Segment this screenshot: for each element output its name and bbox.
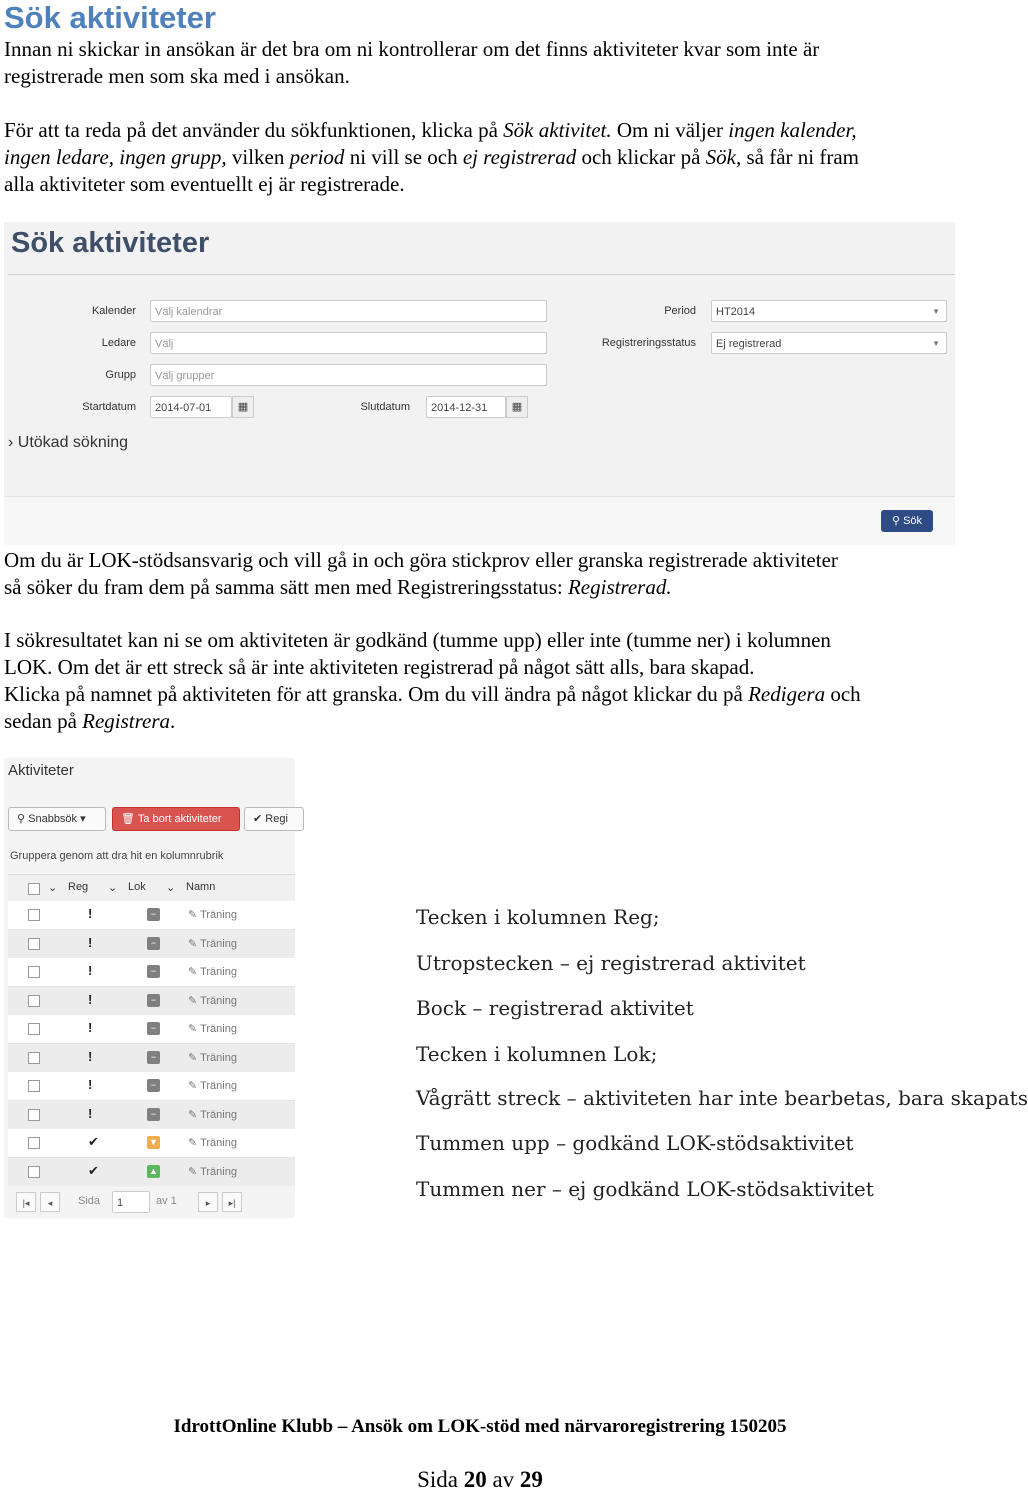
legend-line: Tecken i kolumnen Reg; — [416, 905, 660, 929]
chevron-down-icon[interactable]: ⌄ — [48, 882, 58, 894]
para3-line-2: så söker du fram dem på samma sätt men med Registreringsstatus: Registrerad. — [4, 575, 672, 599]
search-form-screenshot — [4, 222, 955, 544]
table-row[interactable] — [8, 930, 295, 959]
row-checkbox[interactable] — [28, 938, 40, 950]
reg-status-icon: ! — [88, 963, 93, 978]
para3-line-1: Om du är LOK-stödsansvarig och vill gå in och göra stickprov eller granska registrerade aktiviteter — [4, 548, 838, 572]
grupp-input[interactable]: Välj grupper — [150, 364, 547, 386]
activity-name-link[interactable]: ✎ Träning — [188, 966, 237, 978]
reg-status-icon: ! — [88, 1020, 93, 1035]
action-bar — [4, 496, 955, 545]
edit-icon: ✎ — [188, 966, 198, 978]
col-namn-header[interactable]: Namn — [186, 881, 216, 893]
edit-icon: ✎ — [188, 937, 198, 950]
edit-icon: ✎ — [188, 994, 198, 1007]
reg-status-icon: ! — [88, 1048, 93, 1064]
caret-down-icon: ▾ — [80, 813, 86, 825]
activity-name-link[interactable]: ✎ Träning — [188, 1165, 237, 1178]
table-row[interactable] — [8, 1129, 295, 1158]
slutdatum-input[interactable]: 2014-12-31 — [426, 396, 506, 418]
chevron-down-icon[interactable]: ⌄ — [108, 882, 118, 894]
legend-line: Bock – registrerad aktivitet — [416, 996, 694, 1020]
snabbsok-button[interactable]: ⚲ Snabbsök ▾ — [8, 807, 106, 831]
pager-total: av 1 — [156, 1195, 177, 1207]
trash-icon: 🗑 — [121, 813, 135, 825]
chevron-down-icon: ▼ — [932, 339, 940, 348]
activity-grid-screenshot — [4, 758, 295, 1218]
para4-line-1: I sökresultatet kan ni se om aktiviteten är godkänd (tumme upp) eller inte (tumme ner) i kolumnen — [4, 628, 831, 652]
edit-icon: ✎ — [188, 909, 198, 921]
lok-status-icon: − — [147, 965, 160, 978]
ledare-input[interactable]: Välj — [150, 332, 547, 354]
row-checkbox[interactable] — [28, 1137, 40, 1149]
registreringsstatus-label: Registreringsstatus — [601, 337, 696, 349]
edit-icon: ✎ — [188, 1051, 198, 1064]
pager — [8, 1186, 295, 1218]
activity-name-link[interactable]: ✎ Träning — [188, 994, 237, 1007]
reg-status-icon: ! — [88, 906, 93, 921]
grupp-label: Grupp — [105, 369, 136, 381]
table-row[interactable] — [8, 901, 295, 930]
edit-icon: ✎ — [188, 1108, 198, 1121]
edit-icon: ✎ — [188, 1080, 198, 1092]
para4-line-4: sedan på Registrera. — [4, 709, 176, 733]
period-label: Period — [664, 305, 696, 317]
advanced-search-toggle[interactable]: › Utökad sökning — [8, 434, 129, 451]
intro-paragraph-2-line-2: ingen ledare, ingen grupp, vilken period ni vill se och ej registrerad och klickar på Sök, så får ni fram — [4, 145, 860, 169]
row-checkbox[interactable] — [28, 995, 40, 1007]
chevron-down-icon: ▼ — [932, 307, 940, 316]
legend-line: Tummen upp – godkänd LOK-stödsaktivitet — [416, 1131, 854, 1155]
grid-title: Aktiviteter — [8, 762, 74, 779]
table-row[interactable] — [8, 1015, 295, 1044]
table-row[interactable] — [8, 1101, 295, 1130]
kalender-input[interactable]: Välj kalendrar — [150, 300, 547, 322]
row-checkbox[interactable] — [28, 966, 40, 978]
register-button[interactable]: ✔ Regi — [244, 807, 304, 831]
edit-icon: ✎ — [188, 1137, 198, 1149]
lok-status-icon: − — [147, 994, 160, 1007]
table-row[interactable] — [8, 958, 295, 987]
legend-line: Vågrätt streck – aktiviteten har inte bearbetas, bara skapats — [416, 1086, 1028, 1110]
select-all-checkbox[interactable] — [28, 883, 40, 895]
reg-status-icon: ! — [88, 1077, 93, 1092]
kalender-label: Kalender — [91, 305, 136, 317]
footer: IdrottOnline Klubb – Ansök om LOK-stöd med närvaroregistrering 150205 — [173, 1416, 787, 1437]
page-input[interactable]: 1 — [112, 1191, 150, 1213]
col-reg-header[interactable]: Reg — [68, 881, 89, 893]
intro-line-1: Innan ni skickar in ansökan är det bra om ni kontrollerar om det finns aktiviteter kvar som inte är — [4, 37, 820, 61]
period-select[interactable]: HT2014 ▼ — [711, 300, 947, 322]
search-icon: ⚲ — [891, 515, 901, 527]
legend-line: Tummen ner – ej godkänd LOK-stödsaktivitet — [416, 1177, 874, 1201]
chevron-down-icon[interactable]: ⌄ — [166, 882, 176, 894]
intro-paragraph-2-line-3: alla aktiviteter som eventuellt ej är registrerade. — [4, 172, 405, 196]
ledare-label: Ledare — [101, 337, 136, 349]
startdatum-input[interactable]: 2014-07-01 — [150, 396, 232, 418]
divider — [8, 274, 955, 275]
table-row[interactable] — [8, 1044, 295, 1073]
legend-line: Tecken i kolumnen Lok; — [416, 1042, 658, 1066]
activity-name-link[interactable]: ✎ Träning — [188, 1023, 237, 1035]
row-checkbox[interactable] — [28, 1052, 40, 1064]
para4-line-2: LOK. Om det är ett streck så är inte aktiviteten registrerad på något sätt alls, bara skapad. — [4, 655, 755, 679]
table-row[interactable] — [8, 987, 295, 1016]
reg-status-icon: ! — [88, 1105, 93, 1121]
grid-header — [8, 874, 295, 902]
search-button[interactable]: ⚲ Sök — [881, 510, 933, 532]
pager-label: Sida — [78, 1195, 101, 1207]
search-form-title: Sök aktiviteter — [11, 227, 210, 259]
next-page-icon[interactable]: ▸ — [198, 1192, 218, 1212]
lok-status-icon: − — [147, 1022, 160, 1035]
legend-line: Utropstecken – ej registrerad aktivitet — [416, 951, 806, 975]
page-heading: Sök aktiviteter — [4, 0, 216, 35]
row-checkbox[interactable] — [28, 909, 40, 921]
prev-page-icon[interactable]: ◂ — [40, 1192, 60, 1212]
edit-icon: ✎ — [188, 1023, 198, 1035]
last-page-icon[interactable]: ▸| — [222, 1192, 242, 1212]
lok-status-icon: − — [147, 1079, 160, 1092]
intro-line-2: registrerade men som ska med i ansökan. — [4, 64, 350, 88]
lok-status-icon: ▲ — [147, 1165, 160, 1178]
activity-name-link[interactable]: ✎ Träning — [188, 909, 237, 921]
table-row[interactable] — [8, 1072, 295, 1101]
reg-status-icon: ✔ — [88, 1134, 99, 1149]
activity-name-link[interactable]: ✎ Träning — [188, 1051, 237, 1064]
col-lok-header[interactable]: Lok — [128, 881, 146, 893]
lok-status-icon: ▼ — [147, 1136, 160, 1149]
group-hint: Gruppera genom att dra hit en kolumnrubrik — [10, 850, 224, 862]
para4-line-3: Klicka på namnet på aktiviteten för att granska. Om du vill ändra på något klickar du på Redigera och — [4, 682, 861, 706]
search-icon: ⚲ — [17, 813, 26, 825]
activity-name-link[interactable]: ✎ Träning — [188, 1080, 237, 1092]
lok-status-icon: − — [147, 1051, 160, 1064]
page-number: Sida 20 av 29 — [417, 1467, 543, 1492]
startdatum-label: Startdatum — [82, 401, 136, 413]
reg-status-icon: ✔ — [88, 1162, 99, 1178]
reg-status-icon: ! — [88, 934, 93, 950]
row-checkbox[interactable] — [28, 1023, 40, 1035]
reg-status-icon: ! — [88, 991, 93, 1007]
lok-status-icon: − — [147, 908, 160, 921]
edit-icon: ✎ — [188, 1165, 198, 1178]
calendar-icon[interactable]: ▦ — [232, 396, 254, 418]
table-row[interactable] — [8, 1158, 295, 1187]
activity-name-link[interactable]: ✎ Träning — [188, 1108, 237, 1121]
activity-name-link[interactable]: ✎ Träning — [188, 1137, 237, 1149]
row-checkbox[interactable] — [28, 1166, 40, 1178]
row-checkbox[interactable] — [28, 1080, 40, 1092]
slutdatum-label: Slutdatum — [360, 401, 410, 413]
lok-status-icon: − — [147, 937, 160, 950]
intro-paragraph-2-line-1: För att ta reda på det använder du sökfunktionen, klicka på Sök aktivitet. Om ni väljer ingen kalender, — [4, 118, 857, 142]
delete-activities-button[interactable]: 🗑 Ta bort aktiviteter — [112, 807, 240, 831]
calendar-icon[interactable]: ▦ — [506, 396, 528, 418]
first-page-icon[interactable]: |◂ — [16, 1192, 36, 1212]
row-checkbox[interactable] — [28, 1109, 40, 1121]
registreringsstatus-select[interactable]: Ej registrerad ▼ — [711, 332, 947, 354]
check-icon: ✔ — [253, 813, 263, 825]
activity-name-link[interactable]: ✎ Träning — [188, 937, 237, 950]
lok-status-icon: − — [147, 1108, 160, 1121]
